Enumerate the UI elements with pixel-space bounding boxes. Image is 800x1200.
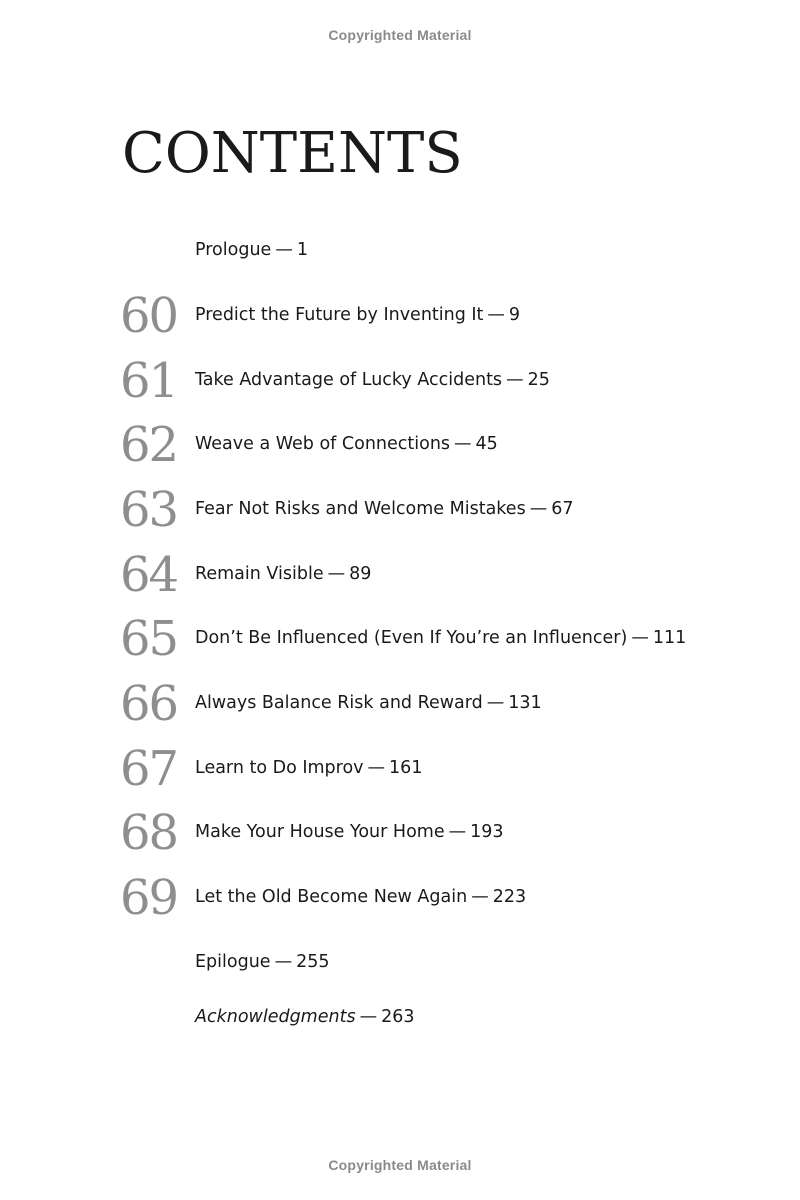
entry-title: Epilogue — [195, 952, 271, 972]
page-number: 9 — [508, 305, 521, 325]
entry-text — [195, 821, 504, 843]
chapter-number: 63 — [120, 482, 178, 538]
entry-title: Don’t Be Influenced (Even If You’re an Influencer) — [195, 628, 628, 648]
toc-entry-chapter-62[interactable] — [120, 417, 760, 473]
toc-entry-chapter-66[interactable] — [120, 676, 760, 732]
toc-entry-chapter-65[interactable] — [120, 611, 760, 667]
chapter-number: 62 — [120, 417, 178, 473]
chapter-number: 64 — [120, 547, 178, 603]
page-number: 255 — [296, 952, 330, 972]
entry-separator: — — [529, 499, 548, 519]
copyright-watermark-bottom: Copyrighted Material — [328, 1157, 472, 1173]
entry-separator: — — [448, 822, 467, 842]
entry-separator: — — [486, 693, 505, 713]
entry-text — [195, 369, 550, 391]
page-number: 223 — [492, 887, 527, 907]
page-number: 1 — [296, 240, 308, 260]
chapter-number: 69 — [120, 870, 178, 926]
toc-entry-prologue[interactable] — [120, 226, 760, 276]
entry-separator: — — [631, 628, 649, 648]
entry-separator: — — [275, 240, 293, 260]
entry-text — [195, 692, 542, 714]
entry-title: Take Advantage of Lucky Accidents — [195, 370, 503, 390]
entry-title: Acknowledgments — [195, 1007, 356, 1027]
entry-separator: — — [359, 1007, 378, 1027]
page-number: 89 — [349, 564, 372, 584]
page-number: 45 — [475, 434, 498, 454]
entry-separator: — — [367, 758, 386, 778]
page-number: 193 — [470, 822, 504, 842]
toc-entry-chapter-61[interactable] — [120, 353, 760, 409]
toc-entry-chapter-64[interactable] — [120, 547, 760, 603]
entry-title: Learn to Do Improv — [195, 758, 364, 778]
page-number: 131 — [508, 693, 542, 713]
entry-title: Always Balance Risk and Reward — [195, 693, 483, 713]
toc-entry-epilogue[interactable] — [120, 938, 760, 988]
chapter-number: 65 — [120, 611, 178, 667]
entry-text — [195, 239, 308, 261]
entry-title: Fear Not Risks and Welcome Mistakes — [195, 499, 526, 519]
entry-title: Predict the Future by Inventing It — [195, 305, 484, 325]
entry-text — [195, 951, 329, 973]
entry-title: Make Your House Your Home — [195, 822, 445, 842]
entry-text — [195, 304, 520, 326]
entry-text — [195, 563, 371, 585]
page-number: 25 — [527, 370, 550, 390]
entry-text — [195, 886, 526, 908]
chapter-number: 60 — [120, 288, 178, 344]
toc-entry-acknowledgments[interactable] — [120, 993, 760, 1043]
page-number: 111 — [652, 628, 687, 648]
chapter-number: 68 — [120, 805, 178, 861]
chapter-number: 66 — [120, 676, 178, 732]
entry-text — [195, 1006, 414, 1028]
entry-text — [195, 757, 422, 779]
toc-entry-chapter-69[interactable] — [120, 870, 760, 926]
toc-entry-chapter-60[interactable] — [120, 288, 760, 344]
entry-title: Prologue — [195, 240, 272, 260]
page-number: 263 — [381, 1007, 415, 1027]
chapter-number: 61 — [120, 353, 178, 409]
entry-separator: — — [454, 434, 472, 454]
entry-separator: — — [506, 370, 524, 390]
entry-separator: — — [487, 305, 505, 325]
copyright-watermark-top: Copyrighted Material — [328, 27, 472, 43]
entry-separator: — — [274, 952, 293, 972]
entry-separator: — — [471, 887, 489, 907]
entry-separator: — — [327, 564, 346, 584]
entry-text — [195, 433, 498, 455]
toc-entry-chapter-67[interactable] — [120, 741, 760, 797]
entry-title: Remain Visible — [195, 564, 324, 584]
page-number: 67 — [551, 499, 574, 519]
toc-entry-chapter-68[interactable] — [120, 805, 760, 861]
entry-text — [195, 627, 686, 649]
entry-text — [195, 498, 573, 520]
toc-entry-chapter-63[interactable] — [120, 482, 760, 538]
page-title: CONTENTS — [122, 121, 463, 186]
entry-title: Weave a Web of Connections — [195, 434, 451, 454]
page-number: 161 — [389, 758, 423, 778]
chapter-number: 67 — [120, 741, 178, 797]
entry-title: Let the Old Become New Again — [195, 887, 468, 907]
